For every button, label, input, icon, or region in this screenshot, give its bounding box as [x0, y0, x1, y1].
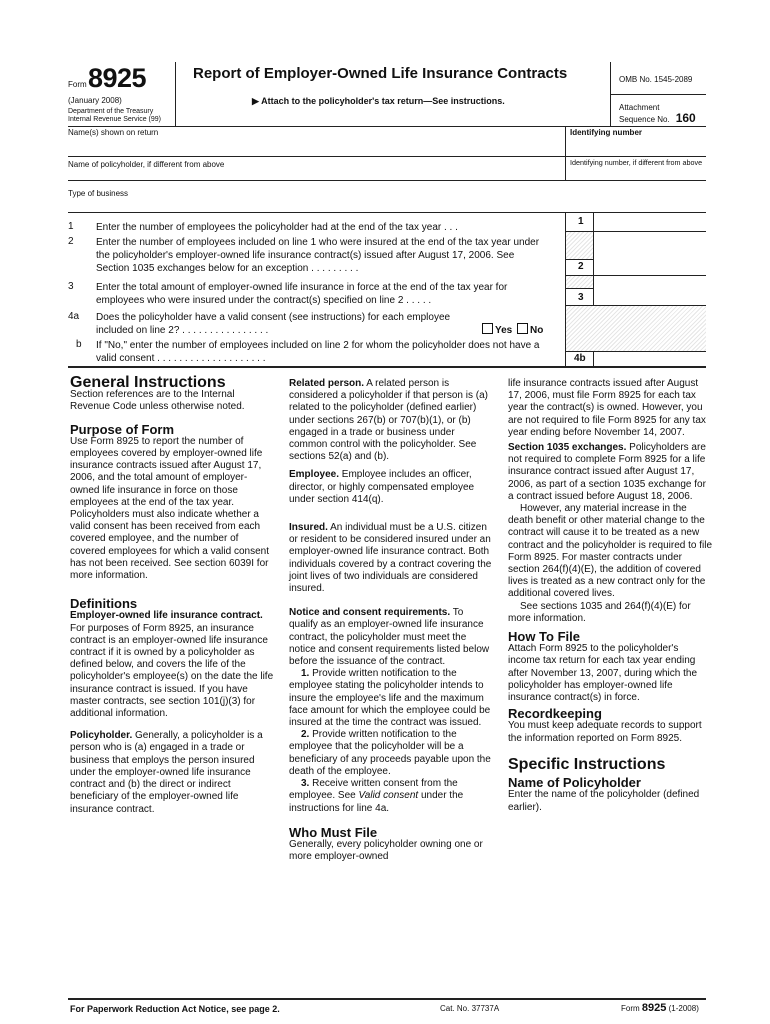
- paperwork-notice: For Paperwork Reduction Act Notice, see page 2.: [70, 1004, 280, 1014]
- requirement-2-number: 2.: [301, 729, 310, 741]
- line-3-shade-rule: [565, 288, 593, 289]
- requirement-2: [289, 729, 493, 778]
- department-label: [68, 108, 161, 124]
- no-checkbox[interactable]: [517, 323, 528, 334]
- names-label: Name(s) shown on return: [68, 128, 159, 137]
- column-2: [289, 378, 493, 863]
- line-4a-answer: [480, 323, 543, 336]
- line-2-box-label: 2: [578, 261, 584, 272]
- line-4a-shade: [566, 306, 706, 351]
- policyholder-id-field[interactable]: [568, 167, 704, 179]
- line-3-box-label: 3: [578, 292, 584, 303]
- identifying-number-label: Identifying number: [570, 128, 642, 137]
- line-4b-box-label: 4b: [574, 353, 586, 364]
- policyholder-name-field[interactable]: [68, 168, 562, 180]
- policyholder-term: Policyholder.: [70, 730, 133, 742]
- footer-form-id: [621, 1002, 699, 1014]
- business-type-label: Type of business: [68, 189, 129, 198]
- catalog-number: Cat. No. 37737A: [440, 1004, 500, 1013]
- notice-term: Notice and consent requirements.: [289, 607, 451, 619]
- requirement-1-number: 1.: [301, 668, 310, 680]
- sequence-label: Sequence No.: [619, 115, 670, 124]
- purpose-heading: Purpose of Form: [70, 421, 175, 437]
- business-type-field[interactable]: [68, 198, 704, 210]
- related-definition: [289, 378, 493, 463]
- related-term: Related person.: [289, 378, 365, 389]
- page-title: Report of Employer-Owned Life Insurance Contracts: [193, 65, 568, 82]
- line-3-shade: [566, 276, 593, 288]
- line-1-number: 1: [68, 221, 74, 232]
- line-4b-number: b: [76, 339, 82, 350]
- footer-form-date: (1-2008): [668, 1004, 699, 1013]
- line-3-input[interactable]: [594, 289, 706, 303]
- who-must-file-tail: life insurance contracts issued after August 17, 2006, must file Form 8925 for each tax year the contract(s) is owned. However, you are not required to file Form 8925 for any tax year ending before November 14, 2007.: [508, 378, 706, 438]
- insured-definition: [289, 522, 493, 595]
- form-label: Form: [68, 80, 87, 89]
- requirement-1: [289, 668, 493, 729]
- form-date: (January 2008): [68, 96, 122, 105]
- who-must-file-text: Generally, every policyholder owning one or more employer-owned: [289, 838, 483, 863]
- line-2-text: Enter the number of employees included on line 1 who were insured at the end of the tax year under the policyholder's employer-owned life insurance contract(s) issued after August 17, 2006. See Section 1035 exchanges below for an exception . . . . . . . . .: [96, 237, 540, 274]
- definitions-heading: Definitions: [70, 596, 138, 612]
- identifying-number-field[interactable]: [568, 139, 704, 155]
- policyholder-text: Generally, a policyholder is a person who is (a) engaged in a trade or business that employs the person insured under the employer-owned life insurance contract and (b) the direct or indirect beneficiary of the employer-owned life insurance contract.: [70, 730, 263, 815]
- rule-business: [68, 212, 706, 213]
- line-4a-number: 4a: [68, 311, 80, 322]
- line-1-box-label: 1: [578, 216, 584, 227]
- specific-instructions-heading: Specific Instructions: [508, 755, 666, 773]
- valid-consent-ref: Valid consent: [358, 790, 419, 802]
- yes-label: Yes: [495, 325, 513, 336]
- yes-checkbox[interactable]: [482, 323, 493, 334]
- header-divider-left: [175, 62, 176, 126]
- related-text: A related person is considered a policyholder if that person is (a) related to the policyholder (defined earlier) under sections 267(b) or 707(b)(1), or (b) engaged in a trade or business under common control with the policyholder. See sections 52(a) and (b).: [289, 378, 488, 463]
- who-must-file-heading: Who Must File: [289, 824, 378, 840]
- line-4b-text: If "No," enter the number of employees included on line 2 for whom the policyholder does not have a valid consent . . . . . . . . . . . . . . . . . . . .: [96, 340, 540, 364]
- how-to-file-heading: How To File: [508, 629, 580, 645]
- line-3-text: Enter the total amount of employer-owned life insurance in force at the end of the tax year for employees who were insured under the contract(s) specified on line 2 . . . . .: [96, 282, 508, 306]
- notice-text: To qualify as an employer-owned life insurance contract, the policyholder must meet the notice and consent requirements listed below before the issuance of the contract.: [289, 607, 490, 668]
- recordkeeping-text: You must keep adequate records to support the information reported on Form 8925.: [508, 720, 702, 744]
- employee-term: Employee.: [289, 469, 340, 481]
- column-1: [70, 374, 276, 816]
- rule-names: [68, 156, 706, 157]
- name-of-policyholder-heading: Name of Policyholder: [508, 775, 641, 791]
- line-3-number: 3: [68, 281, 74, 292]
- see-sections-paragraph: See sections 1035 and 264(f)(4)(E) for more information.: [508, 600, 691, 624]
- sequence-number: 160: [675, 111, 696, 125]
- no-label: No: [530, 325, 544, 336]
- purpose-text: Use Form 8925 to report the number of employees covered by employer-owned life insurance contracts issued after August 17, 2006, and the total amount of employer-owned life insurance in force on those employees at the end of the tax year. Policyholders must also indicate whether a valid consent has been received from each covered employee, and the number of covered employees for which a valid consent has not been received. See section 6039I for more information.: [70, 435, 269, 582]
- requirement-3: [289, 778, 493, 815]
- section-1035-text: Policyholders are not required to complete Form 8925 for a life insurance contract issued after August 17, 2006, as part of a section 1035 exchange for a contract issued before August 18, 2006.: [508, 442, 706, 502]
- section-1035-paragraph: [508, 442, 712, 503]
- footer-form-label: Form: [621, 1004, 640, 1013]
- insured-term: Insured.: [289, 522, 328, 534]
- eoli-text: For purposes of Form 8925, an insurance contract is an employer-owned life insurance contract if it is owned by a policyholder as defined below, and covers the life of the policyholder's employee(s) on the date the life insurance contract is issued. If you have master contracts, see section 101(j)(3) for additional information.: [70, 622, 274, 720]
- requirement-2-text: Provide written notification to the employee that the policyholder will be a beneficiary of any proceeds payable upon the death of the employee.: [289, 729, 491, 777]
- however-paragraph: However, any material increase in the death benefit or other material change to the contract will cause it to be treated as a new contract and the policyholder is required to file Form 8925. For master contracts under section 264(f)(4)(E), the addition of covered lives is treated as a new contract only for the additional covered lives.: [508, 503, 713, 600]
- employee-text: Employee includes an officer, director, or highly compensated employee under section 414(q).: [289, 469, 475, 505]
- line-2-input[interactable]: [594, 258, 706, 274]
- requirement-3-text-a: Receive written consent from the employee. See: [289, 778, 458, 802]
- form-number: 8925: [88, 63, 147, 93]
- omb-number: OMB No. 1545-2089: [619, 75, 693, 84]
- how-to-file-text: Attach Form 8925 to the policyholder's income tax return for each tax year ending after November 13, 2007, during which the policyholder has employer-owned life insurance contract(s) in force.: [508, 643, 697, 704]
- line-2-shade: [566, 232, 593, 259]
- policyholder-name-label: Name of policyholder, if different from above: [68, 160, 225, 169]
- line-1-text: Enter the number of employees the policyholder had at the end of the tax year . . .: [96, 222, 458, 233]
- attachment-label: Attachment: [619, 103, 660, 112]
- section-1035-term: Section 1035 exchanges.: [508, 442, 627, 454]
- notice-definition: [289, 607, 493, 668]
- requirement-1-text: Provide written notification to the employee stating the policyholder intends to insure the employee's life and the maximum face amount for which the employee could be insured at the time the contract was issued.: [289, 668, 491, 729]
- policyholder-definition: [70, 730, 276, 815]
- employee-definition: [289, 469, 493, 506]
- department-line: Department of the Treasury: [68, 108, 154, 115]
- insured-text: An individual must be a U.S. citizen or resident to be considered insured under an employer-owned life insurance contract. Both individuals covered by a contract covering the joint lives of two individuals are considered insured.: [289, 522, 492, 595]
- name-of-policyholder-text: Enter the name of the policyholder (defined earlier).: [508, 789, 700, 813]
- lines-bottom-rule: [68, 366, 706, 368]
- eoli-definition: [70, 610, 276, 720]
- line-1-input[interactable]: [594, 214, 706, 230]
- attachment-sequence: [619, 103, 696, 125]
- line-4a-text: Does the policyholder have a valid consent (see instructions) for each employee included on line 2? . . . . . . . . . . . . . . . .: [96, 312, 451, 336]
- omb-divider: [610, 94, 706, 95]
- recordkeeping-heading: Recordkeeping: [508, 706, 602, 722]
- irs-line: Internal Revenue Service (99): [68, 116, 161, 123]
- policyholder-id-label: Identifying number, if different from above: [570, 158, 703, 167]
- general-instructions-heading: General Instructions: [70, 374, 226, 391]
- attach-instruction: ▶ Attach to the policyholder's tax return—See instructions.: [252, 96, 505, 106]
- column-3-body: [508, 378, 712, 814]
- id-divider: [565, 126, 566, 180]
- general-instructions-text: Section references are to the Internal Revenue Code unless otherwise noted.: [70, 389, 245, 413]
- line-2-shade-rule: [565, 259, 593, 260]
- line-4b-input[interactable]: [594, 352, 706, 365]
- footer-rule: [68, 998, 706, 1000]
- requirement-3-text-b: under the instructions for line 4a.: [289, 790, 464, 814]
- footer-form-number: 8925: [641, 1002, 667, 1014]
- requirement-3-number: 3.: [301, 778, 310, 790]
- line-2-number: 2: [68, 236, 74, 247]
- rule-policyholder: [68, 180, 706, 181]
- eoli-term: Employer-owned life insurance contract.: [70, 610, 263, 622]
- names-field[interactable]: [68, 138, 562, 156]
- header-bottom-rule: [68, 126, 706, 127]
